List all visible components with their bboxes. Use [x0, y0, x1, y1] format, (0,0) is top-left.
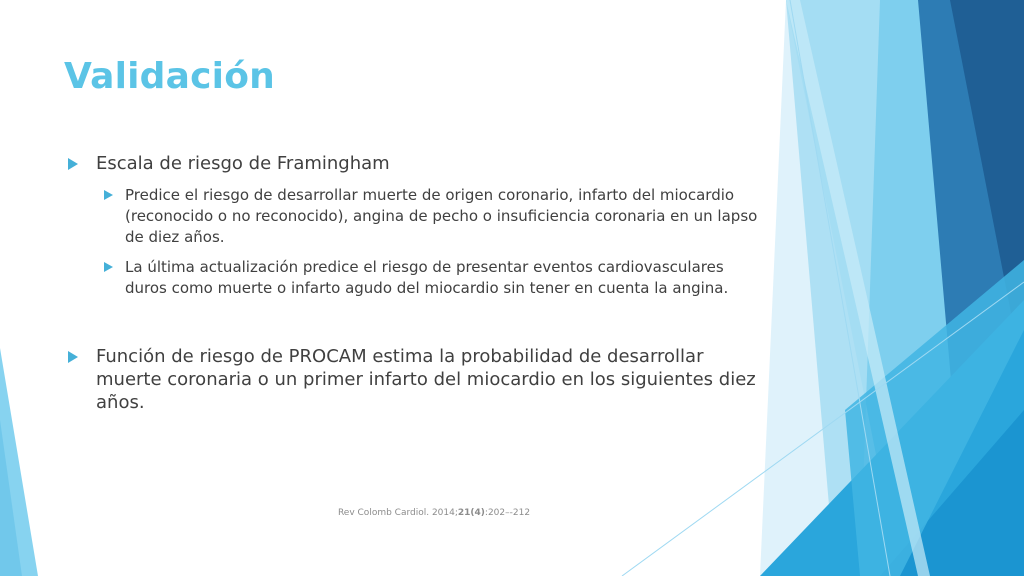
bullet-arrow-icon — [68, 158, 78, 170]
bullet-text: Función de riesgo de PROCAM estima la probabilidad de desarrollar muerte coronaria o un primer infarto del miocardio en los siguientes diez años. — [96, 346, 756, 413]
bullet-text: Predice el riesgo de desarrollar muerte de origen coronario, infarto del miocardio (reconocido o no reconocido), angina de pecho o insuficiencia coronaria en un lapso de diez años. — [125, 186, 758, 246]
bullet-text: La última actualización predice el riesgo de presentar eventos cardiovasculares duros como muerte o infarto agudo del miocardio sin tener en cuenta la angina. — [125, 258, 729, 297]
bullet-arrow-icon — [68, 351, 78, 363]
bullet-arrow-icon — [104, 262, 113, 272]
citation-pages: :202–-212 — [484, 508, 531, 518]
sub-bullet-predice — [104, 185, 764, 248]
citation-volume: 21(4) — [457, 508, 485, 518]
bullet-framingham — [66, 152, 766, 175]
bullet-procam — [66, 345, 766, 414]
slide-title: Validación — [64, 56, 275, 97]
bullet-text: Escala de riesgo de Framingham — [96, 153, 390, 174]
citation-journal: Rev Colomb Cardiol. 2014; — [337, 508, 458, 518]
citation — [0, 508, 868, 518]
sub-bullet-actualizacion — [104, 257, 764, 299]
bullet-arrow-icon — [104, 190, 113, 200]
